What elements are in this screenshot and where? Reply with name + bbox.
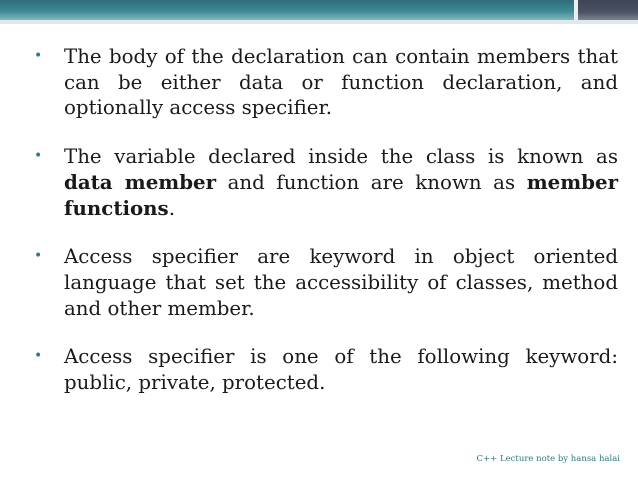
- bullet-marker: •: [34, 348, 43, 365]
- bullet-marker: •: [34, 48, 43, 64]
- bullet-text: Access specifier is one of the following keyword: public, private, protected.: [64, 345, 618, 395]
- bullet-bold-term: member functions: [64, 169, 618, 220]
- bullet-item: [34, 44, 618, 121]
- header-band-dark: [578, 0, 638, 20]
- bullet-marker: •: [34, 248, 43, 265]
- bullet-text: and function are known as: [216, 170, 527, 194]
- bullet-marker: •: [34, 148, 43, 165]
- header-band-teal: [0, 0, 638, 20]
- bullet-item: [34, 244, 618, 321]
- bullet-text: .: [168, 196, 175, 220]
- header-band-light: [0, 20, 638, 24]
- slide-content: [34, 44, 618, 396]
- bullet-text: The variable declared inside the class is known as: [64, 145, 618, 169]
- bullet-text: Access specifier are keyword in object oriented language that set the accessibility of classes, method and other member.: [64, 245, 618, 320]
- bullet-item: [34, 344, 618, 395]
- bullet-text: The body of the declaration can contain members that can be either data or function declaration, and optionally access specifier.: [64, 45, 618, 120]
- bullet-bold-term: data member: [64, 169, 217, 194]
- bullet-item: [34, 144, 618, 221]
- slide-footer: C++ Lecture note by hansa halai: [476, 454, 620, 464]
- slide-header-bar: [0, 0, 638, 20]
